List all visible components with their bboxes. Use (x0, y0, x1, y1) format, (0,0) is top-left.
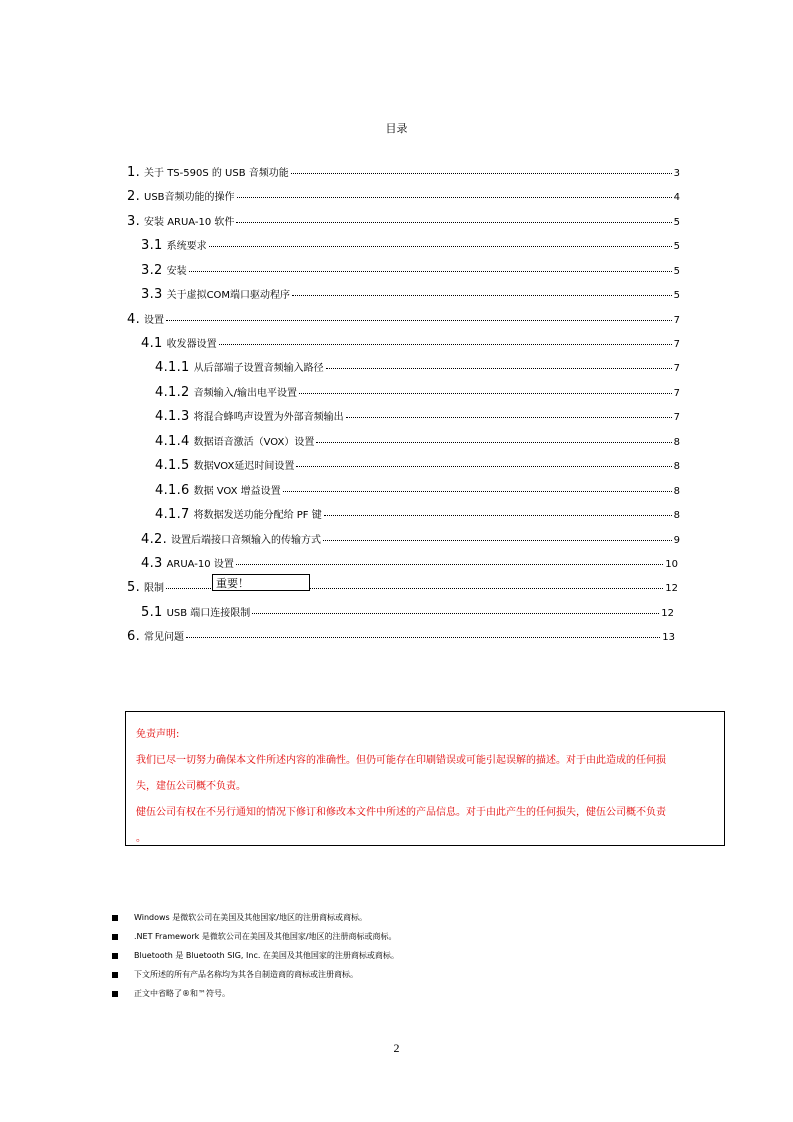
toc-entry[interactable] (141, 555, 678, 571)
toc-label: 安装 ARUA-10 软件 (144, 217, 235, 228)
toc-number: 5. (127, 580, 141, 595)
list-item (112, 984, 399, 1003)
important-note-box: 重要！ (212, 574, 310, 591)
disclaimer-text: 我们已尽一切努力确保本文件所述内容的准确性。但仍可能存在印刷错误或可能引起误解的描述。对于由此造成的任何损 (136, 755, 666, 766)
toc-label: USB音频功能的操作 (144, 192, 235, 203)
square-bullet-icon (112, 915, 118, 921)
toc-entry[interactable] (127, 579, 678, 595)
list-item (112, 927, 399, 946)
toc-page: 3 (673, 168, 680, 179)
toc-page: 12 (661, 608, 674, 619)
toc-leader (299, 393, 672, 394)
toc-entry[interactable] (141, 286, 680, 302)
toc-entry[interactable] (155, 433, 680, 449)
toc-label: 关于虚拟COM端口驱动程序 (166, 290, 291, 301)
toc-page: 9 (673, 535, 680, 546)
toc-entry[interactable] (141, 604, 674, 620)
toc-entry[interactable] (141, 262, 680, 278)
toc-number: 5.1 (141, 605, 163, 620)
toc-label: 数据VOX延迟时间设置 (193, 461, 295, 472)
toc-number: 4.1.6 (155, 483, 190, 498)
toc-page: 7 (673, 315, 680, 326)
toc-number: 3.1 (141, 238, 163, 253)
toc-label: 设置后端接口音频输入的传输方式 (171, 535, 322, 546)
toc-number: 6. (127, 629, 141, 644)
toc-label: 将混合蜂鸣声设置为外部音频输出 (193, 412, 344, 423)
toc-page: 7 (673, 339, 680, 350)
disclaimer-text: 失，建伍公司概不负责。 (136, 781, 246, 792)
toc-leader (189, 271, 672, 272)
toc-entry[interactable] (155, 457, 680, 473)
toc-page: 8 (673, 510, 680, 521)
toc-number: 4.3 (141, 556, 163, 571)
toc-entry[interactable] (127, 213, 680, 229)
list-item (112, 965, 399, 984)
toc-leader (296, 466, 671, 467)
toc-entry[interactable] (155, 384, 680, 400)
toc-page: 7 (673, 363, 680, 374)
toc-entry[interactable] (155, 482, 680, 498)
toc-leader (186, 637, 660, 638)
toc-entry[interactable] (155, 359, 680, 375)
toc-leader (346, 417, 672, 418)
trademark-text: Bluetooth 是 Bluetooth SIG, Inc. 在美国及其他国家的注册商标或商标。 (134, 951, 399, 960)
toc-page: 7 (673, 412, 680, 423)
toc-label: 从后部端子设置音频输入路径 (193, 363, 324, 374)
toc-label: 音频输入/输出电平设置 (193, 388, 297, 399)
toc-number: 3.3 (141, 287, 163, 302)
toc-number: 4.1.5 (155, 458, 190, 473)
toc-page: 8 (673, 486, 680, 497)
disclaimer-text: 。 (136, 833, 146, 844)
toc-number: 1. (127, 165, 141, 180)
toc-label: 关于 TS-590S 的 USB 音频功能 (144, 168, 289, 179)
square-bullet-icon (112, 934, 118, 940)
toc-entry[interactable] (127, 311, 680, 327)
toc-leader (283, 491, 672, 492)
toc-leader (219, 344, 672, 345)
toc-label: 常见问题 (144, 632, 185, 643)
toc-page: 12 (665, 583, 678, 594)
toc-page: 7 (673, 388, 680, 399)
trademark-text: Windows 是微软公司在美国及其他国家/地区的注册商标或商标。 (134, 913, 367, 922)
toc-label: USB 端口连接限制 (166, 608, 251, 619)
trademark-text: 正文中省略了®和™符号。 (134, 989, 230, 998)
toc-leader (324, 515, 672, 516)
toc-number: 4.1.7 (155, 507, 190, 522)
disclaimer-heading: 免责声明: (136, 729, 180, 740)
toc-leader (292, 295, 672, 296)
toc-label: ARUA-10 设置 (166, 559, 234, 570)
toc-entry[interactable] (141, 237, 680, 253)
square-bullet-icon (112, 953, 118, 959)
toc-leader (236, 564, 663, 565)
toc-label: 安装 (166, 266, 187, 277)
toc-label: 数据语音激活（VOX）设置 (193, 437, 315, 448)
disclaimer-box (125, 711, 725, 846)
toc-entry[interactable] (155, 506, 680, 522)
toc-entry[interactable] (127, 628, 675, 644)
toc-label: 系统要求 (166, 241, 207, 252)
page-number: 2 (393, 1041, 400, 1055)
square-bullet-icon (112, 972, 118, 978)
toc-leader (252, 613, 659, 614)
toc-leader (236, 222, 671, 223)
toc-leader (323, 540, 672, 541)
toc-label: 将数据发送功能分配给 PF 键 (193, 510, 322, 521)
list-item (112, 908, 399, 927)
toc-label: 数据 VOX 增益设置 (193, 486, 281, 497)
toc-number: 4. (127, 312, 141, 327)
toc-label: 限制 (144, 583, 165, 594)
toc-leader (237, 197, 672, 198)
toc-number: 3. (127, 214, 141, 229)
square-bullet-icon (112, 991, 118, 997)
toc-number: 4.1 (141, 336, 163, 351)
toc-page: 8 (673, 437, 680, 448)
toc-leader (166, 320, 672, 321)
toc-page: 4 (673, 192, 680, 203)
toc-number: 4.1.4 (155, 434, 190, 449)
trademark-text: .NET Framework 是微软公司在美国及其他国家/地区的注册商标或商标。 (134, 932, 397, 941)
trademark-list (112, 908, 399, 1003)
toc-number: 4.1.1 (155, 360, 190, 375)
toc-number: 4.2. (141, 532, 168, 547)
disclaimer-text: 健伍公司有权在不另行通知的情况下修订和修改本文件中所述的产品信息。对于由此产生的任何损失，健伍公司概不负责 (136, 807, 666, 818)
toc-number: 4.1.2 (155, 385, 190, 400)
toc-entry[interactable] (127, 188, 680, 204)
toc-number: 2. (127, 189, 141, 204)
toc-page: 10 (665, 559, 678, 570)
toc-leader (326, 368, 672, 369)
toc-leader (316, 442, 671, 443)
toc-entry[interactable] (155, 408, 680, 424)
toc-page: 5 (673, 290, 680, 301)
toc-page: 5 (673, 217, 680, 228)
list-item (112, 946, 399, 965)
toc-page: 13 (662, 632, 675, 643)
toc-page: 5 (673, 241, 680, 252)
toc-title: 目录 (385, 122, 408, 135)
toc-leader (209, 246, 672, 247)
toc-leader (291, 173, 672, 174)
toc-page: 5 (673, 266, 680, 277)
toc-number: 4.1.3 (155, 409, 190, 424)
toc-entry[interactable] (141, 335, 680, 351)
toc-number: 3.2 (141, 263, 163, 278)
toc-page: 8 (673, 461, 680, 472)
toc-label: 收发器设置 (166, 339, 217, 350)
toc-label: 设置 (144, 315, 165, 326)
toc-entry[interactable] (141, 531, 680, 547)
trademark-text: 下文所述的所有产品名称均为其各自制造商的商标或注册商标。 (134, 970, 358, 979)
toc-entry[interactable] (127, 164, 680, 180)
